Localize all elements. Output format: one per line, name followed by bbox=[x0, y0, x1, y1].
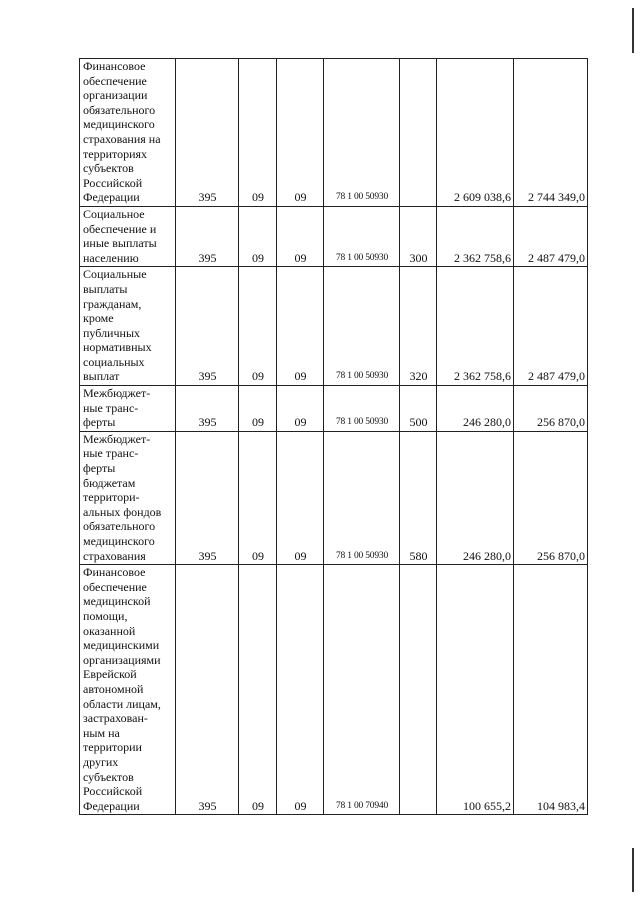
target-article-cell: 78 1 00 50930 bbox=[324, 59, 400, 207]
item-name-cell bbox=[80, 206, 176, 266]
item-name-line: обязательного bbox=[83, 102, 156, 117]
amount-year2-cell: 2 744 349,0 bbox=[514, 59, 588, 207]
item-name-line: Социальное bbox=[83, 206, 145, 221]
item-name-line: населению bbox=[83, 250, 139, 265]
grbs-cell: 395 bbox=[176, 565, 239, 815]
expense-type-cell bbox=[400, 565, 437, 815]
expense-type-cell bbox=[400, 59, 437, 207]
item-name-line: ферты bbox=[83, 415, 116, 430]
item-name-line: выплат bbox=[83, 369, 120, 384]
item-name-line: бюджетам bbox=[83, 475, 136, 490]
item-name-line: выплаты bbox=[83, 281, 128, 296]
section-cell: 09 bbox=[239, 386, 277, 432]
item-name-line: публичных bbox=[83, 325, 140, 340]
item-name-line: обеспечение bbox=[83, 579, 147, 594]
item-name-cell bbox=[80, 431, 176, 564]
table-row bbox=[80, 431, 588, 564]
expense-type-cell: 300 bbox=[400, 206, 437, 266]
table-row bbox=[80, 59, 588, 207]
target-article-cell: 78 1 00 50930 bbox=[324, 431, 400, 564]
item-name-cell bbox=[80, 267, 176, 386]
item-name-line: Российской bbox=[83, 784, 143, 799]
grbs-cell: 395 bbox=[176, 267, 239, 386]
subsection-cell: 09 bbox=[277, 565, 324, 815]
table-row bbox=[80, 206, 588, 266]
item-name-line: территории bbox=[83, 740, 142, 755]
item-name-line: территориях bbox=[83, 146, 148, 161]
item-name-line: территори- bbox=[83, 490, 140, 505]
expense-type-cell: 580 bbox=[400, 431, 437, 564]
amount-year1-cell: 2 362 758,6 bbox=[437, 267, 514, 386]
item-name-line: Межбюджет- bbox=[83, 431, 151, 446]
item-name-line: других bbox=[83, 754, 119, 769]
item-name-line: Финансовое bbox=[83, 59, 146, 73]
table-row bbox=[80, 386, 588, 432]
target-article-cell: 78 1 00 50930 bbox=[324, 386, 400, 432]
item-name-line: автономной bbox=[83, 681, 144, 696]
amount-year2-cell: 2 487 479,0 bbox=[514, 267, 588, 386]
item-name-line: оказанной bbox=[83, 623, 136, 638]
item-name-line: субъектов bbox=[83, 161, 134, 176]
subsection-cell: 09 bbox=[277, 59, 324, 207]
item-name-cell bbox=[80, 386, 176, 432]
item-name-cell bbox=[80, 565, 176, 815]
item-name-line: Социальные bbox=[83, 267, 147, 282]
item-name-line: Еврейской bbox=[83, 667, 137, 682]
item-name-line: медицинскими bbox=[83, 638, 160, 653]
subsection-cell: 09 bbox=[277, 267, 324, 386]
table-row bbox=[80, 267, 588, 386]
budget-table bbox=[79, 58, 588, 815]
amount-year2-cell: 256 870,0 bbox=[514, 386, 588, 432]
scan-edge-mark-bottom bbox=[632, 848, 634, 892]
table-body bbox=[80, 59, 588, 815]
amount-year2-cell: 104 983,4 bbox=[514, 565, 588, 815]
amount-year2-cell: 256 870,0 bbox=[514, 431, 588, 564]
expense-type-cell: 320 bbox=[400, 267, 437, 386]
grbs-cell: 395 bbox=[176, 431, 239, 564]
item-name-line: застрахован- bbox=[83, 711, 148, 726]
item-name-line: области лицам, bbox=[83, 696, 161, 711]
item-name-line: Межбюджет- bbox=[83, 386, 151, 401]
item-name-line: организации bbox=[83, 88, 148, 103]
item-name-line: медицинской bbox=[83, 594, 151, 609]
item-name-line: Федерации bbox=[83, 190, 140, 205]
item-name-line: субъектов bbox=[83, 769, 134, 784]
amount-year1-cell: 2 609 038,6 bbox=[437, 59, 514, 207]
section-cell: 09 bbox=[239, 565, 277, 815]
section-cell: 09 bbox=[239, 431, 277, 564]
expense-type-cell: 500 bbox=[400, 386, 437, 432]
scan-edge-mark-top bbox=[632, 8, 634, 53]
grbs-cell: 395 bbox=[176, 386, 239, 432]
item-name-line: гражданам, bbox=[83, 296, 142, 311]
grbs-cell: 395 bbox=[176, 206, 239, 266]
amount-year1-cell: 2 362 758,6 bbox=[437, 206, 514, 266]
subsection-cell: 09 bbox=[277, 206, 324, 266]
target-article-cell: 78 1 00 50930 bbox=[324, 267, 400, 386]
item-name-line: ные транс- bbox=[83, 400, 139, 415]
target-article-cell: 78 1 00 70940 bbox=[324, 565, 400, 815]
item-name-line: Российской bbox=[83, 175, 143, 190]
item-name-line: медицинского bbox=[83, 534, 155, 548]
item-name-line: нормативных bbox=[83, 340, 152, 355]
section-cell: 09 bbox=[239, 267, 277, 386]
subsection-cell: 09 bbox=[277, 431, 324, 564]
item-name-cell bbox=[80, 59, 176, 207]
item-name-line: ным на bbox=[83, 725, 120, 740]
amount-year1-cell: 100 655,2 bbox=[437, 565, 514, 815]
amount-year1-cell: 246 280,0 bbox=[437, 431, 514, 564]
item-name-line: Финансовое bbox=[83, 565, 146, 580]
item-name-line: обеспечение bbox=[83, 73, 147, 88]
item-name-line: альных фондов bbox=[83, 504, 162, 519]
item-name-line: организациями bbox=[83, 652, 161, 667]
item-name-line: ферты bbox=[83, 461, 116, 476]
item-name-line: иные выплаты bbox=[83, 236, 157, 251]
amount-year1-cell: 246 280,0 bbox=[437, 386, 514, 432]
item-name-line: социальных bbox=[83, 354, 145, 369]
grbs-cell: 395 bbox=[176, 59, 239, 207]
item-name-line: медицинского bbox=[83, 117, 155, 132]
item-name-line: кроме bbox=[83, 311, 114, 326]
section-cell: 09 bbox=[239, 59, 277, 207]
item-name-line: ные транс- bbox=[83, 446, 139, 461]
item-name-line: Федерации bbox=[83, 798, 140, 813]
amount-year2-cell: 2 487 479,0 bbox=[514, 206, 588, 266]
item-name-line: помощи, bbox=[83, 608, 128, 623]
item-name-line: страхования на bbox=[83, 131, 161, 146]
table-row bbox=[80, 565, 588, 815]
item-name-line: обеспечение и bbox=[83, 221, 157, 236]
section-cell: 09 bbox=[239, 206, 277, 266]
subsection-cell: 09 bbox=[277, 386, 324, 432]
item-name-line: обязательного bbox=[83, 519, 156, 534]
target-article-cell: 78 1 00 50930 bbox=[324, 206, 400, 266]
item-name-line: страхования bbox=[83, 548, 146, 563]
